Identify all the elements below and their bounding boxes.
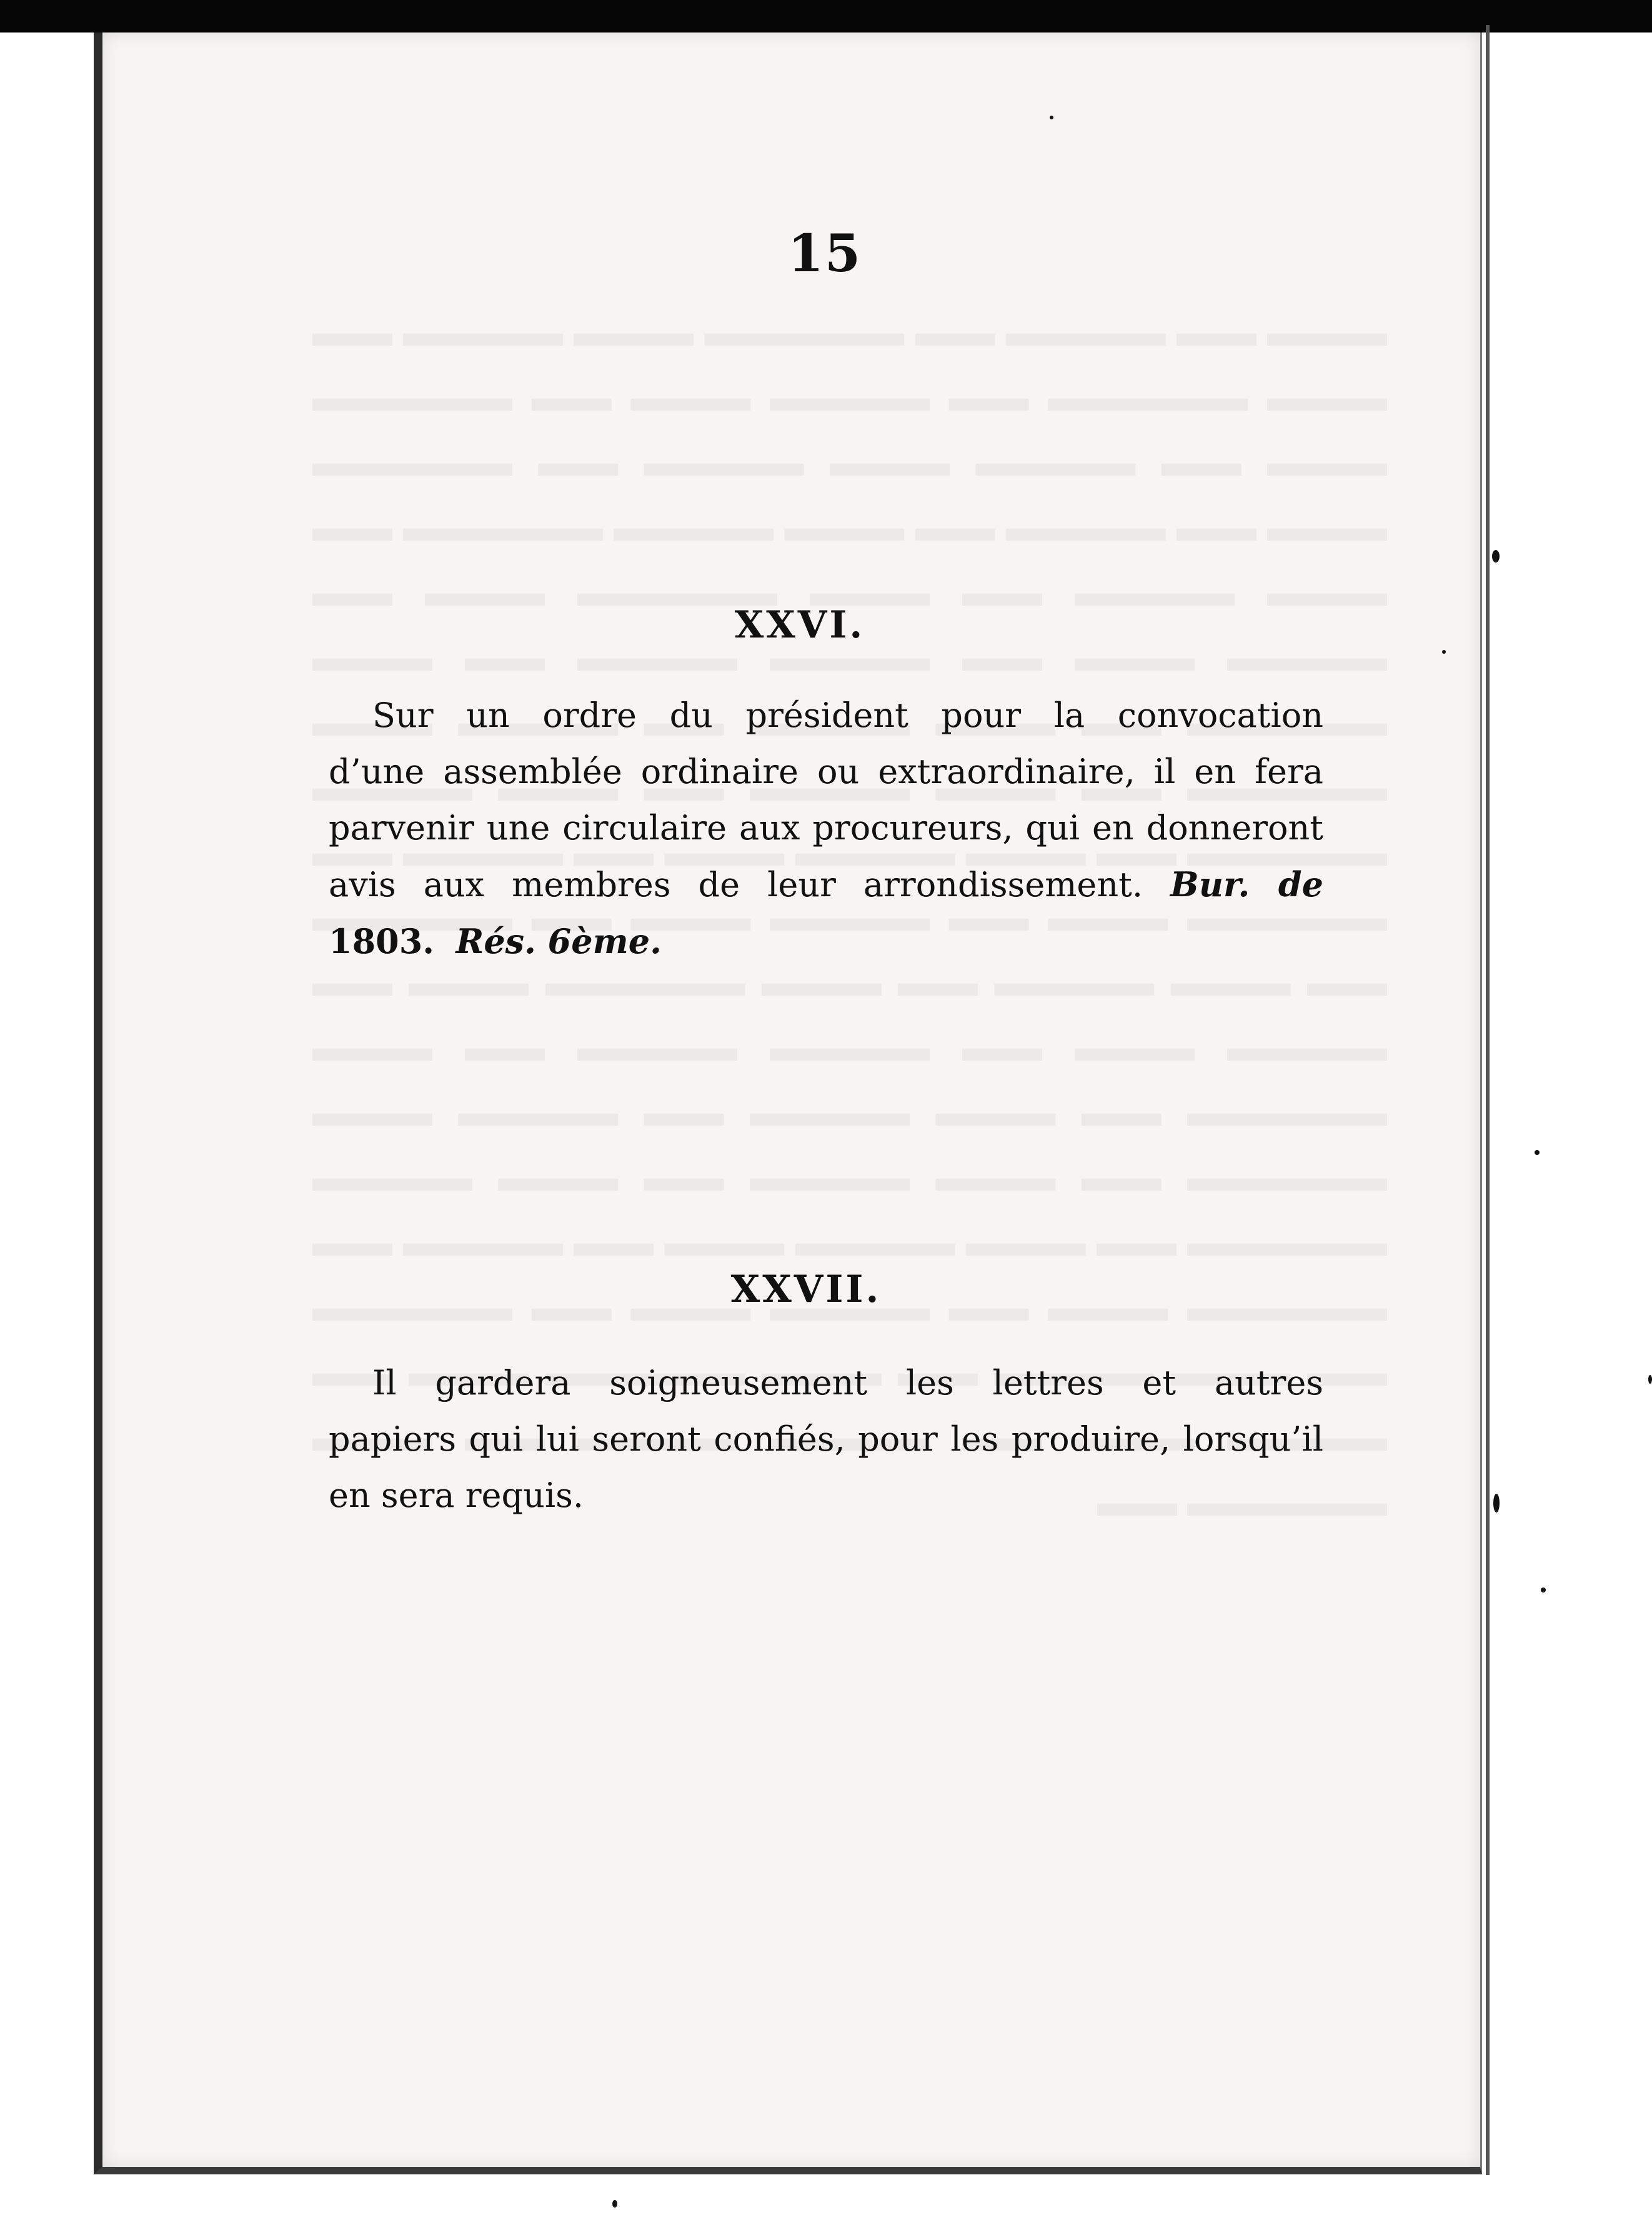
article-line-text: avis aux membres de leur arrondissement. (329, 865, 1143, 904)
article-line: d’une assemblée ordinaire ou extraordinaire, il en fera (329, 752, 1323, 791)
article-line (329, 913, 1323, 970)
citation-reference: Bur. de (1170, 864, 1323, 904)
citation-year: 1803. (329, 921, 435, 961)
article-line: en sera requis. (329, 1476, 584, 1515)
article-line: Sur un ordre du président pour la convocation (372, 696, 1323, 735)
scan-speck (1442, 650, 1446, 654)
scan-speck (1535, 1150, 1540, 1155)
article-line: papiers qui lui seront confiés, pour les produire, lorsqu’il (329, 1419, 1323, 1459)
article-body-xxvii (329, 1355, 1323, 1524)
article-body-xxvi (329, 688, 1323, 970)
scan-speck (1050, 116, 1053, 119)
page-number: 15 (787, 224, 862, 284)
scan-border (0, 0, 1652, 32)
article-line: Il gardera soigneusement les lettres et autres (372, 1363, 1323, 1402)
article-heading-xxvii: XXVII. (730, 1268, 882, 1311)
scan-speck (1493, 1494, 1500, 1512)
book-page (94, 32, 1482, 2174)
article-line (329, 856, 1323, 913)
article-heading-xxvi: XXVI. (734, 603, 865, 647)
scan-speck (1492, 550, 1500, 562)
scan-speck (612, 2200, 617, 2208)
citation-resolution: Rés. 6ème. (455, 921, 662, 961)
scan-speck (1541, 1588, 1546, 1592)
article-line: parvenir une circulaire aux procureurs, qui en donneront (329, 808, 1323, 848)
page-edge (1486, 25, 1490, 2175)
scan-speck (1648, 1375, 1652, 1384)
